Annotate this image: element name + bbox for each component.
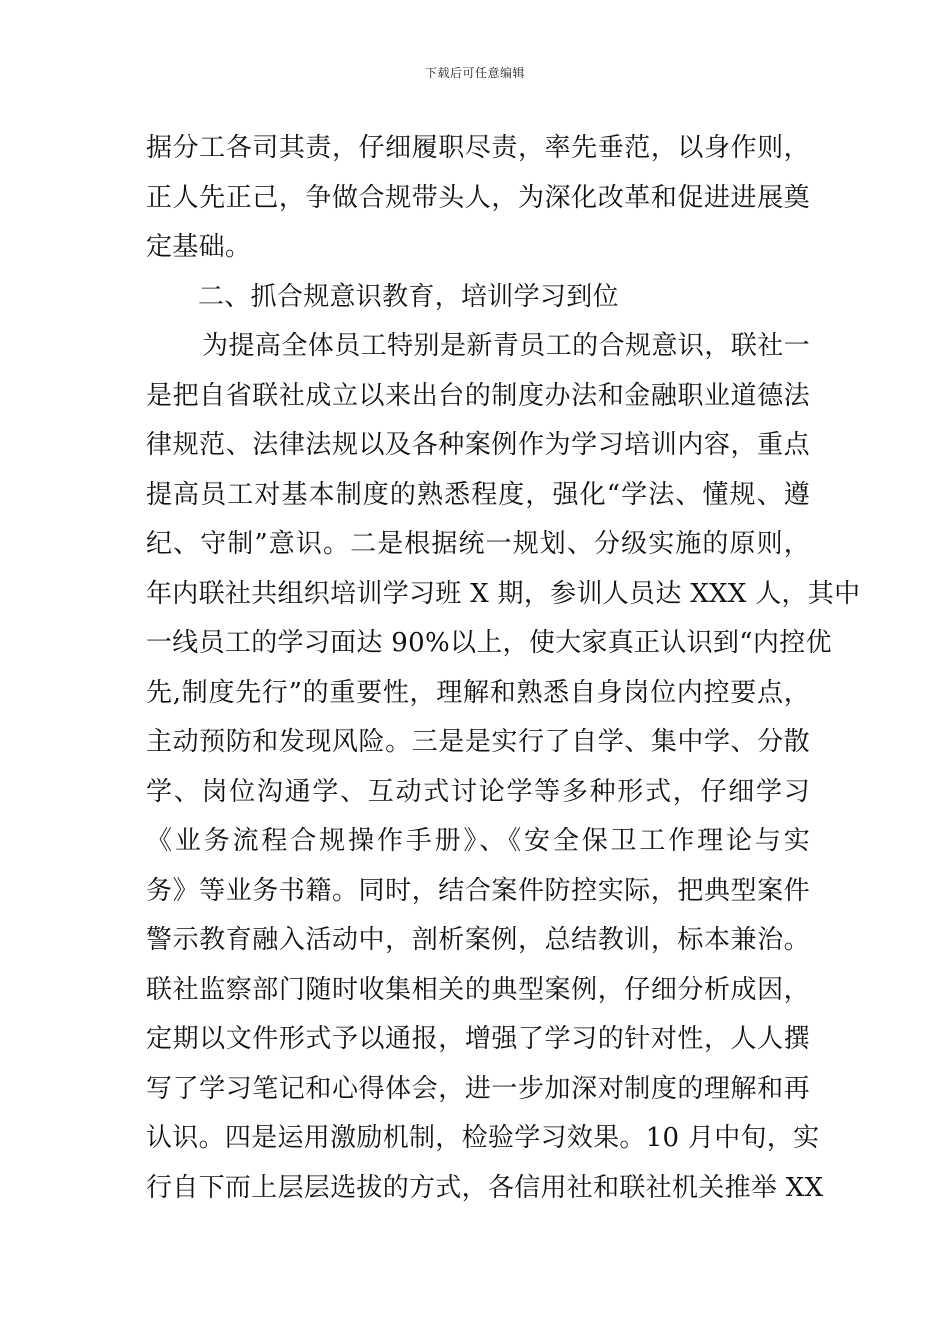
text-line: 写了学习笔记和心得体会，进一步加深对制度的理解和再 [146,1073,810,1104]
text-line: 《业务流程合规操作手册》、《安全保卫工作理论与实 [146,826,810,856]
text-line: 认识。四是运用激励机制，检验学习效果。10 月中旬，实 [146,1123,820,1153]
text-line: 是把自省联社成立以来出台的制度办法和金融职业道德法 [146,380,810,411]
text-line: 联社监察部门随时收集相关的典型案例，仔细分析成因， [146,974,810,1005]
text-line: 据分工各司其责，仔细履职尽责，率先垂范，以身作则， [146,133,810,163]
text-line: 定基础。 [146,232,252,262]
text-line: 正人先正己，争做合规带头人，为深化改革和促进进展奠 [146,182,810,213]
section-heading: 二、抓合规意识教育，培训学习到位 [198,281,619,312]
page-header: 下载后可任意编辑 [424,66,525,80]
text-line: 警示教育融入活动中，剖析案例，总结教训，标本兼治。 [146,925,810,955]
text-line: 年内联社共组织培训学习班 X 期，参训人员达 XXX 人，其中 [146,578,861,609]
document-body [146,124,861,1213]
text-line: 律规范、法律法规以及各种案例作为学习培训内容，重点 [146,430,810,460]
text-line: 为提高全体员工特别是新青员工的合规意识，联社一 [202,331,810,361]
text-line: 务》等业务书籍。同时，结合案件防控实际，把典型案件 [146,875,810,906]
text-line: 学、岗位沟通学、互动式讨论学等多种形式，仔细学习 [146,776,810,807]
text-line: 行自下而上层层选拔的方式，各信用社和联社机关推举 XX [146,1172,824,1203]
text-line: 纪、守制”意识。二是根据统一规划、分级实施的原则， [146,529,810,559]
text-line: 先,制度先行”的重要性，理解和熟悉自身岗位内控要点， [146,677,810,708]
text-line: 提高员工对基本制度的熟悉程度，强化“学法、懂规、遵 [146,479,810,510]
text-line: 定期以文件形式予以通报，增强了学习的针对性，人人撰 [146,1024,810,1054]
text-line: 一线员工的学习面达 90%以上，使大家真正认识到“内控优 [146,628,832,658]
text-line: 主动预防和发现风险。三是是实行了自学、集中学、分散 [146,727,810,757]
